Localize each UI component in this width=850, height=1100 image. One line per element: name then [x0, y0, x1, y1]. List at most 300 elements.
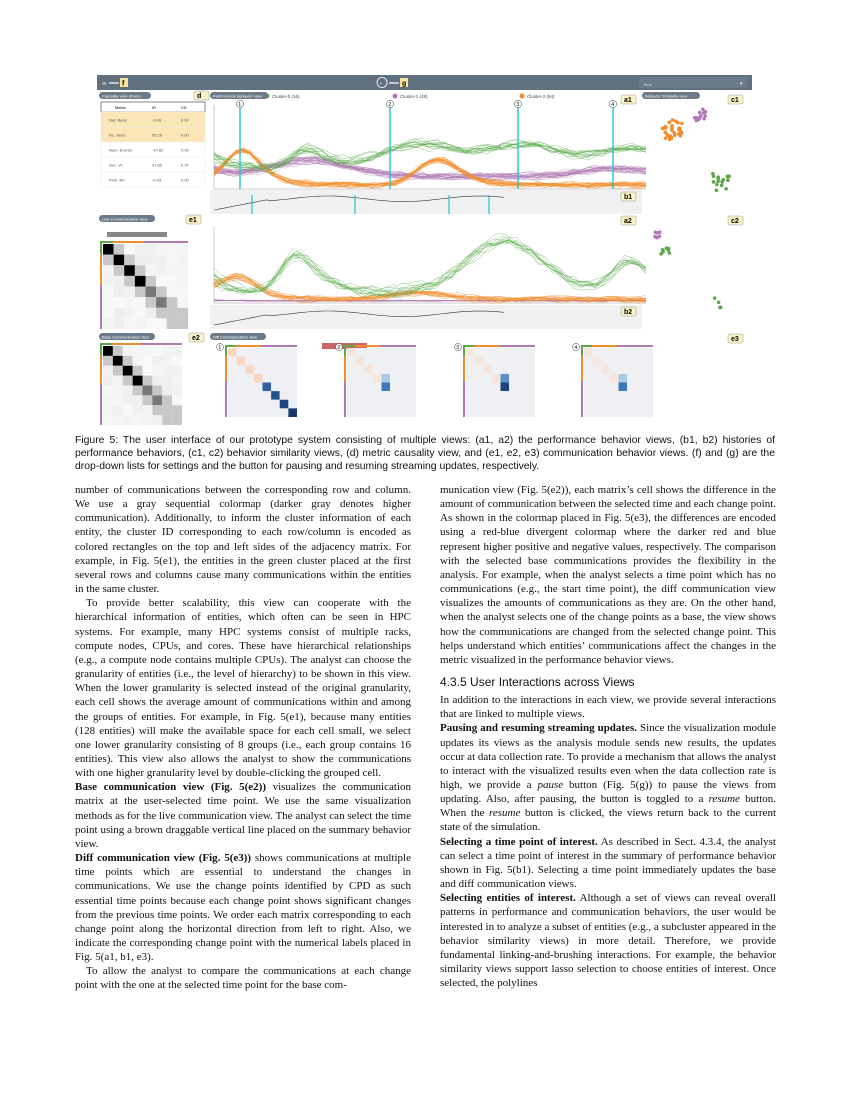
live-matrix-cell [114, 297, 125, 308]
cluster-2-line [214, 149, 646, 188]
live-matrix-cell [124, 287, 135, 298]
diff-matrix-cell [610, 383, 619, 392]
diff-matrix-cell [399, 365, 408, 374]
diff-matrix-cell [601, 400, 610, 409]
cluster-bar [380, 345, 416, 347]
diff-matrix-cell [518, 400, 527, 409]
table-cell: -0.43 [152, 177, 162, 183]
diff-matrix-cell [627, 365, 636, 374]
right-column [440, 483, 776, 990]
base-matrix-cell [123, 405, 133, 415]
diff-matrix-cell [364, 348, 373, 357]
view-tag: b2 [624, 309, 633, 316]
cluster-2-line [214, 150, 646, 188]
diff-matrix-cell [492, 400, 501, 409]
live-matrix-cell [135, 265, 146, 276]
table-header: IR [152, 105, 156, 110]
live-matrix-cell [167, 308, 178, 319]
diff-matrix-cell [407, 400, 416, 409]
left-column [75, 483, 411, 993]
cluster-bar [499, 345, 535, 347]
diff-matrix-cell [483, 383, 492, 392]
paragraph [440, 835, 776, 892]
diff-matrix-cell [593, 391, 602, 400]
diff-matrix-cell [237, 365, 246, 374]
diff-matrix-cell [254, 357, 263, 366]
base-matrix-cell [152, 366, 162, 376]
scatter-point [720, 184, 724, 188]
diff-matrix-cell [619, 383, 628, 392]
live-matrix-cell [167, 318, 178, 329]
diff-matrix-cell [518, 408, 527, 417]
dropdown-value: Time [643, 82, 652, 87]
panel-title: Behavior Similarity view [645, 93, 688, 99]
live-matrix-cell [146, 276, 157, 287]
diff-matrix-cell [280, 383, 289, 392]
diff-matrix-cell [228, 408, 237, 417]
diff-matrix-cell [601, 374, 610, 383]
diff-matrix-cell [245, 400, 254, 409]
diff-matrix-cell [288, 374, 297, 383]
diff-matrix-cell [593, 365, 602, 374]
base-matrix-cell [113, 366, 123, 376]
base-matrix-cell [113, 395, 123, 405]
view-tag: e2 [192, 335, 200, 342]
diff-matrix-cell [356, 357, 365, 366]
diff-matrix-cell [390, 391, 399, 400]
diff-matrix-cell [228, 365, 237, 374]
cluster-bar [225, 345, 227, 356]
diff-matrix-cell [492, 348, 501, 357]
diff-matrix-cell [263, 374, 272, 383]
diff-matrix-cell [584, 365, 593, 374]
diff-matrix-cell [518, 374, 527, 383]
base-matrix-cell [143, 395, 153, 405]
diff-matrix-cell [382, 348, 391, 357]
base-matrix-cell [172, 395, 182, 405]
diff-matrix-cell [483, 408, 492, 417]
diff-matrix-cell [347, 365, 356, 374]
diff-matrix-cell [518, 391, 527, 400]
diff-matrix-cell [644, 391, 653, 400]
base-matrix-cell [143, 346, 153, 356]
diff-matrix-cell [373, 348, 382, 357]
diff-matrix-cell [373, 408, 382, 417]
legend-swatch [393, 94, 398, 99]
live-matrix-cell [146, 265, 157, 276]
diff-matrix-cell [347, 348, 356, 357]
paragraph [440, 483, 776, 667]
paragraph-text: As described in Sect. 4.3.4, the analyst can select a time point of interest in the summary of performance behavior shown in Fig. 5(b1). Selecting a time point immediately updates the base and diff communication views. [440, 835, 776, 891]
cluster-0-line [214, 140, 646, 174]
diff-matrix-cell [356, 365, 365, 374]
right-column-bottom [440, 693, 776, 990]
live-matrix-cell [177, 265, 188, 276]
table-cell: -3.49 [152, 117, 162, 123]
paragraph [75, 780, 411, 851]
live-matrix-cell [135, 255, 146, 266]
tag-f: f [122, 80, 125, 88]
chevron-down-icon[interactable]: ▾ [740, 82, 743, 87]
diff-matrix-cell [509, 365, 518, 374]
live-matrix-cell [146, 318, 157, 329]
diff-matrix-cell [492, 365, 501, 374]
live-matrix-cell [124, 265, 135, 276]
live-matrix-cell [167, 297, 178, 308]
diff-matrix-cell [593, 348, 602, 357]
diff-matrix-cell [501, 365, 510, 374]
paragraph-lead: Selecting entities of interest. [440, 892, 576, 905]
cluster-0-line [214, 234, 646, 298]
diff-matrix-cell [644, 374, 653, 383]
diff-matrix-cell [584, 357, 593, 366]
diff-matrix-cell [399, 408, 408, 417]
scatter-point [667, 121, 671, 125]
scatter-point [668, 251, 672, 255]
diff-matrix-cell [584, 408, 593, 417]
live-matrix-cell [167, 244, 178, 255]
diff-matrix-cell [280, 400, 289, 409]
diff-matrix-cell [593, 408, 602, 417]
diff-matrix-cell [619, 357, 628, 366]
diff-matrix-cell [399, 374, 408, 383]
diff-matrix-cell [619, 365, 628, 374]
live-matrix-cell [177, 318, 188, 329]
base-matrix-cell [123, 415, 133, 425]
cluster-2-line [214, 149, 646, 188]
base-matrix-cell [172, 356, 182, 366]
paragraph-text: pause [537, 778, 564, 791]
live-matrix-cell [103, 244, 114, 255]
diff-matrix-cell [271, 408, 280, 417]
base-matrix-cell [152, 395, 162, 405]
diff-matrix-cell [644, 357, 653, 366]
diff-matrix-cell [280, 348, 289, 357]
paragraph [440, 721, 776, 834]
base-matrix-cell [123, 366, 133, 376]
paragraph-text: button. When the [440, 793, 776, 820]
cluster-0-line [214, 236, 646, 298]
diff-matrix-cell [347, 357, 356, 366]
diff-matrix-cell [501, 400, 510, 409]
scatter-point [678, 134, 682, 138]
hamburger-icon[interactable]: ≡ [102, 79, 107, 88]
base-matrix-cell [123, 376, 133, 386]
scatter-point [701, 107, 705, 111]
diff-matrix-cell [228, 400, 237, 409]
diff-matrix-cell [644, 408, 653, 417]
diff-matrix-cell [390, 408, 399, 417]
diff-matrix-cell [407, 374, 416, 383]
live-matrix-cell [124, 255, 135, 266]
diff-matrix-cell [364, 374, 373, 383]
diff-matrix-cell [254, 365, 263, 374]
diff-matrix-label: 1 [218, 345, 222, 351]
live-matrix-cell [114, 265, 125, 276]
base-matrix-cell [172, 405, 182, 415]
live-matrix-cell [114, 287, 125, 298]
scatter-point [702, 111, 706, 115]
diff-matrix-cell [356, 383, 365, 392]
diff-matrix-cell [636, 408, 645, 417]
diff-matrix-cell [364, 400, 373, 409]
diff-matrix-cell [593, 357, 602, 366]
diff-matrix-cell [526, 365, 535, 374]
scatter-point [715, 183, 719, 187]
diff-matrix-cell [593, 374, 602, 383]
tag-g: g [402, 80, 407, 88]
diff-matrix-cell [263, 391, 272, 400]
diff-matrix-cell [364, 391, 373, 400]
diff-matrix-cell [509, 408, 518, 417]
diff-matrix-cell [601, 391, 610, 400]
diff-matrix-cell [280, 408, 289, 417]
diff-matrix-cell [526, 383, 535, 392]
base-matrix-cell [123, 356, 133, 366]
base-matrix-cell [103, 386, 113, 396]
table-cell: -14.82 [152, 147, 164, 153]
diff-matrix-cell [619, 348, 628, 357]
base-matrix-cell [172, 376, 182, 386]
paragraph-text: Although a set of views can reveal overall patterns in performance and communication behaviors, the user would be interested in to analyze a subset of entities (e.g., a subcluster appeared in the behavior similarity views) in more detail. Therefore, we provide fundamental linking-and-brushing interactions. For example, the behavior similarity views support lasso selection to choose entities of interest. Once selected, the polylines [440, 892, 776, 990]
live-matrix-cell [156, 276, 167, 287]
diff-matrix-cell [501, 357, 510, 366]
scatter-point [727, 175, 731, 179]
diff-matrix-cell [518, 357, 527, 366]
diff-matrix-cell [475, 400, 484, 409]
base-matrix-cell [162, 386, 172, 396]
diff-matrix-cell [347, 408, 356, 417]
live-matrix-cell [114, 318, 125, 329]
diff-matrix-cell [382, 357, 391, 366]
diff-matrix-cell [288, 348, 297, 357]
diff-matrix-cell [347, 374, 356, 383]
diff-matrix-cell [475, 374, 484, 383]
base-matrix-cell [172, 346, 182, 356]
live-matrix-cell [114, 276, 125, 287]
live-matrix-cell [124, 318, 135, 329]
change-point-label: 4 [611, 102, 615, 108]
base-matrix-cell [133, 346, 143, 356]
diff-matrix-cell [280, 391, 289, 400]
diff-matrix-cell [390, 383, 399, 392]
diff-matrix-cell [526, 400, 535, 409]
diff-matrix-cell [601, 408, 610, 417]
table-cell: 0.00 [181, 117, 189, 123]
paragraph-text: Since the visualization module updates its views as the analysis module sends new results, the updates occur at data collection rate. To provide a mechanism that allows the analyst to interact with the visualized results even when the data collection rate is high, we provide a [440, 722, 776, 791]
diff-matrix-cell [382, 374, 391, 383]
paragraph [75, 596, 411, 780]
base-matrix-cell [162, 346, 172, 356]
scatter-point [655, 236, 659, 240]
scatter-point [659, 252, 663, 256]
diff-matrix-cell [610, 400, 619, 409]
diff-matrix-cell [263, 357, 272, 366]
live-matrix-cell [177, 276, 188, 287]
diff-matrix-cell [399, 391, 408, 400]
diff-matrix-cell [254, 391, 263, 400]
base-matrix-cell [133, 366, 143, 376]
base-matrix-cell [143, 376, 153, 386]
figure-caption: Figure 5: The user interface of our prototype system consisting of multiple views: (a1, a2) the performance behavior views, (b1, b2) histories of performance behaviors, (c1, c2) behavior similarity views, (d) metric causality view, and (e1, e2, e3) communication behavior views. (f) and (g) are the drop-down lists for settings and the button for pausing and resuming streaming updates, respectively. [75, 435, 775, 473]
section-heading: 4.3.5 User Interactions across Views [440, 675, 635, 690]
scatter-point [680, 122, 684, 126]
cluster-2-line [214, 151, 646, 187]
diff-matrix-cell [492, 391, 501, 400]
pause-icon[interactable]: ▪ [380, 82, 382, 87]
view-tag: b1 [624, 194, 633, 201]
view-tag: e3 [731, 336, 739, 343]
cluster-bar [100, 241, 102, 254]
base-matrix-cell [133, 395, 143, 405]
panel-title: Performance Behavior view [213, 93, 262, 99]
live-matrix-cell [103, 308, 114, 319]
live-matrix-cell [135, 297, 146, 308]
diff-matrix-cell [584, 383, 593, 392]
base-matrix-cell [143, 386, 153, 396]
paragraph-lead: Pausing and resuming streaming updates. [440, 722, 638, 735]
base-matrix-cell [143, 356, 153, 366]
base-matrix-cell [172, 415, 182, 425]
base-matrix-cell [172, 366, 182, 376]
live-matrix-cell [156, 244, 167, 255]
base-matrix-cell [162, 376, 172, 386]
cluster-bar [100, 343, 102, 355]
diff-matrix-cell [373, 400, 382, 409]
base-matrix-cell [113, 346, 123, 356]
diff-matrix-cell [526, 348, 535, 357]
scatter-point [717, 301, 721, 305]
live-matrix-cell [146, 255, 157, 266]
live-matrix-cell [103, 287, 114, 298]
diff-matrix-cell [584, 348, 593, 357]
live-matrix-cell [135, 308, 146, 319]
base-matrix-cell [133, 356, 143, 366]
diff-matrix-cell [237, 400, 246, 409]
diff-matrix-cell [280, 357, 289, 366]
diff-matrix-cell [619, 391, 628, 400]
diff-matrix-cell [245, 348, 254, 357]
diff-matrix-cell [245, 374, 254, 383]
base-matrix-cell [103, 395, 113, 405]
diff-matrix-cell [475, 348, 484, 357]
base-matrix-cell [113, 376, 123, 386]
diff-matrix-cell [601, 348, 610, 357]
diff-matrix-cell [373, 374, 382, 383]
diff-matrix-cell [636, 374, 645, 383]
live-matrix-cell [146, 287, 157, 298]
figure-5 [97, 75, 752, 428]
diff-matrix-cell [636, 391, 645, 400]
paragraph-text: resume [708, 793, 740, 806]
view-tag: c2 [731, 218, 739, 225]
diff-matrix-cell [501, 408, 510, 417]
scatter-point [663, 130, 667, 134]
base-matrix-cell [152, 376, 162, 386]
scatter-point [716, 175, 720, 179]
diff-matrix-cell [237, 357, 246, 366]
gray-colormap [107, 232, 167, 237]
base-matrix-cell [152, 415, 162, 425]
settings-dropdown[interactable] [639, 77, 747, 88]
scatter-point [667, 247, 671, 251]
table-cell: Nc. Send [109, 132, 126, 138]
diff-matrix-cell [288, 408, 297, 417]
diff-matrix-cell [271, 400, 280, 409]
base-matrix-cell [103, 346, 113, 356]
diff-matrix-cell [466, 408, 475, 417]
base-matrix-cell [103, 356, 113, 366]
diff-matrix-cell [356, 408, 365, 417]
table-header: VD [181, 105, 187, 110]
live-matrix-cell [177, 297, 188, 308]
view-tag: e1 [189, 217, 197, 224]
diff-matrix-cell [475, 391, 484, 400]
base-matrix-cell [113, 405, 123, 415]
scatter-point [726, 179, 730, 183]
diff-matrix-cell [364, 365, 373, 374]
base-matrix-cell [123, 395, 133, 405]
cluster-2-line [214, 150, 646, 187]
diff-matrix-cell [288, 357, 297, 366]
change-point-label: 3 [516, 102, 520, 108]
table-cell: 0.37 [181, 162, 189, 168]
paragraph-lead: Base communication view (Fig. 5(e2)) [75, 781, 266, 794]
diff-matrix-cell [254, 348, 263, 357]
live-matrix-cell [167, 276, 178, 287]
live-matrix-cell [124, 308, 135, 319]
live-matrix-cell [114, 255, 125, 266]
diff-matrix-cell [526, 374, 535, 383]
diff-matrix-cell [382, 383, 391, 392]
scatter-point [656, 231, 660, 235]
view-tag: d [197, 93, 202, 100]
table-cell: Prim. Rb. [109, 177, 126, 183]
table-cell: 91.85 [152, 162, 163, 168]
diff-matrix-cell [382, 408, 391, 417]
diff-matrix-cell [619, 408, 628, 417]
diff-matrix-cell [373, 383, 382, 392]
diff-matrix-cell [390, 357, 399, 366]
diff-matrix-cell [263, 383, 272, 392]
live-matrix-cell [103, 255, 114, 266]
diff-matrix-cell [627, 383, 636, 392]
paragraph [440, 891, 776, 990]
diff-matrix-cell [280, 374, 289, 383]
cluster-bar [141, 343, 182, 345]
base-matrix-cell [103, 415, 113, 425]
scatter-point [671, 118, 675, 122]
change-point-label: 2 [388, 102, 392, 108]
legend-label: Cluster-0 (16) [272, 94, 300, 99]
cluster-0-line [214, 142, 646, 174]
live-matrix-cell [146, 308, 157, 319]
paragraph-text: In addition to the interactions in each view, we provide several interactions that are linked to multiple views. [440, 694, 776, 721]
live-matrix-cell [177, 287, 188, 298]
diff-matrix-cell [584, 400, 593, 409]
diff-matrix-cell [636, 383, 645, 392]
live-matrix-cell [114, 308, 125, 319]
base-matrix-cell [162, 356, 172, 366]
scatter-point [668, 137, 672, 141]
diff-matrix-cell [280, 365, 289, 374]
diff-matrix-cell [390, 400, 399, 409]
diff-matrix-cell [356, 374, 365, 383]
diff-matrix-cell [228, 348, 237, 357]
diff-matrix-cell [407, 391, 416, 400]
diff-matrix-cell [593, 400, 602, 409]
diff-matrix-cell [466, 357, 475, 366]
